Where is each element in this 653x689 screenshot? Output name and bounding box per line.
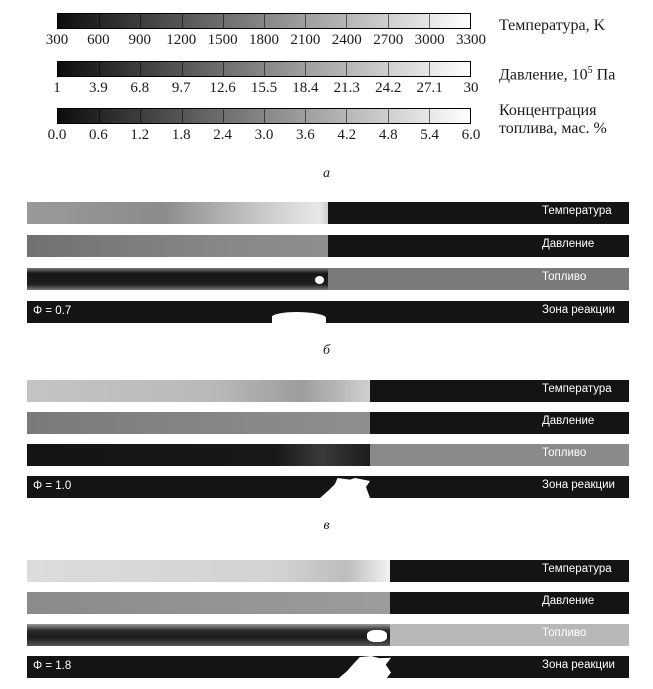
colorbar-divider <box>388 62 389 76</box>
fuel-tick: 0.0 <box>47 127 67 143</box>
fuel-tick: 3.6 <box>296 127 315 143</box>
temperature-tick: 2700 <box>373 32 404 48</box>
strip-label-fuel: Топливо <box>542 271 587 283</box>
strip-label-pressure: Давление <box>542 238 595 250</box>
fuel-tick: 5.4 <box>420 127 439 143</box>
pressure-label-unit: Па <box>592 66 616 84</box>
fuel-label-line2: топлива, мас. % <box>499 120 607 137</box>
pressure-tick: 27.1 <box>416 80 443 96</box>
case-b-reaction-strip <box>27 301 629 323</box>
strip-label-temperature: Температура <box>542 383 612 395</box>
pressure-tick: 30 <box>463 80 479 96</box>
fuel-tick: 4.2 <box>337 127 357 143</box>
fuel-colorbar-ticks <box>47 127 481 145</box>
phi-label: Φ = 1.0 <box>33 480 72 492</box>
temperature-tick: 2400 <box>331 32 362 48</box>
case-c-fuel-strip <box>27 444 629 466</box>
fuel-hot-spot <box>315 276 324 284</box>
pressure-tick: 15.5 <box>250 80 278 96</box>
colorbar-divider <box>264 109 265 123</box>
temperature-tick: 1200 <box>166 32 197 48</box>
colorbar-divider <box>99 109 100 123</box>
strip-label-temperature: Температура <box>542 563 612 575</box>
colorbar-divider <box>264 14 265 28</box>
colorbar-divider <box>305 109 306 123</box>
temperature-tick: 300 <box>45 32 69 48</box>
colorbar-divider <box>99 14 100 28</box>
case-d-fuel-strip <box>27 624 629 646</box>
pressure-tick: 18.4 <box>292 80 319 96</box>
colorbar-divider <box>429 14 430 28</box>
colorbar-divider <box>140 14 141 28</box>
pressure-tick: 6.8 <box>130 80 150 96</box>
case-b-pressure-strip <box>27 235 629 257</box>
temperature-tick: 900 <box>128 32 152 48</box>
colorbar-divider <box>264 62 265 76</box>
colorbar-divider <box>182 62 183 76</box>
temperature-tick: 2100 <box>290 32 321 48</box>
colorbar-divider <box>99 62 100 76</box>
case-d-temperature-strip <box>27 560 629 582</box>
colorbar-divider <box>429 62 430 76</box>
phi-label: Φ = 0.7 <box>33 305 72 317</box>
pressure-colorbar-label <box>499 62 615 84</box>
reaction-zone-shape <box>320 478 370 498</box>
colorbar-divider <box>223 14 224 28</box>
reaction-zone-shape <box>339 656 391 678</box>
pressure-colorbar-ticks <box>53 80 479 98</box>
pressure-colorbar <box>57 61 471 77</box>
temperature-colorbar-label: Температура, K <box>499 17 606 34</box>
case-c-temperature-strip <box>27 380 629 402</box>
pressure-label-exponent: 5 <box>587 65 593 76</box>
fuel-tick: 4.8 <box>378 127 398 143</box>
strip-label-reaction: Зона реакции <box>542 304 615 316</box>
pressure-label-main: Давление, 10 <box>499 66 588 84</box>
temperature-tick: 3000 <box>414 32 445 48</box>
temperature-colorbar-ticks <box>45 32 486 50</box>
colorbar-divider <box>388 14 389 28</box>
case-d-reaction-strip <box>27 656 629 678</box>
colorbar-divider <box>346 62 347 76</box>
strip-label-pressure: Давление <box>542 415 595 427</box>
fuel-tick: 2.4 <box>213 127 232 143</box>
pressure-tick: 24.2 <box>375 80 402 96</box>
temperature-tick: 3300 <box>456 32 486 48</box>
colorbar-divider <box>305 62 306 76</box>
fuel-tick: 3.0 <box>254 127 274 143</box>
strip-label-reaction: Зона реакции <box>542 659 615 671</box>
fuel-colorbar <box>57 108 471 124</box>
colorbar-divider <box>429 109 430 123</box>
colorbar-divider <box>346 109 347 123</box>
reaction-zone-shape <box>272 312 326 323</box>
pressure-tick: 21.3 <box>333 80 360 96</box>
colorbar-divider <box>346 14 347 28</box>
fuel-hot-spot <box>367 630 387 642</box>
colorbar-divider <box>182 14 183 28</box>
pressure-tick: 3.9 <box>89 80 108 96</box>
case-d-pressure-strip <box>27 592 629 614</box>
strip-label-fuel: Топливо <box>542 627 587 639</box>
panel-caption-a: а <box>323 166 330 181</box>
temperature-tick: 1500 <box>207 32 238 48</box>
case-c-reaction-strip <box>27 476 629 498</box>
panel-caption-c: в <box>323 518 330 533</box>
colorbar-divider <box>140 109 141 123</box>
colorbar-divider <box>182 109 183 123</box>
fuel-tick: 6.0 <box>461 127 481 143</box>
fuel-tick: 1.8 <box>171 127 191 143</box>
fuel-label-line1: Концентрация <box>499 102 597 119</box>
case-c-pressure-strip <box>27 412 629 434</box>
colorbar-divider <box>305 14 306 28</box>
colorbar-divider <box>140 62 141 76</box>
fuel-colorbar-label <box>499 102 607 138</box>
fuel-tick: 1.2 <box>130 127 150 143</box>
colorbar-divider <box>388 109 389 123</box>
temperature-colorbar <box>57 13 471 29</box>
phi-label: Φ = 1.8 <box>33 660 72 672</box>
temperature-tick: 600 <box>87 32 110 48</box>
strip-label-temperature: Температура <box>542 205 612 217</box>
case-b-temperature-strip <box>27 202 629 224</box>
colorbar-divider <box>223 62 224 76</box>
pressure-tick: 9.7 <box>171 80 191 96</box>
panel-caption-b: б <box>322 343 331 358</box>
colorbar-divider <box>223 109 224 123</box>
fuel-tick: 0.6 <box>89 127 108 143</box>
pressure-tick: 12.6 <box>209 80 236 96</box>
strip-label-pressure: Давление <box>542 595 595 607</box>
strip-label-reaction: Зона реакции <box>542 479 615 491</box>
strip-label-fuel: Топливо <box>542 447 587 459</box>
case-b-fuel-strip <box>27 268 629 290</box>
pressure-tick: 1 <box>53 80 61 96</box>
temperature-tick: 1800 <box>249 32 279 48</box>
